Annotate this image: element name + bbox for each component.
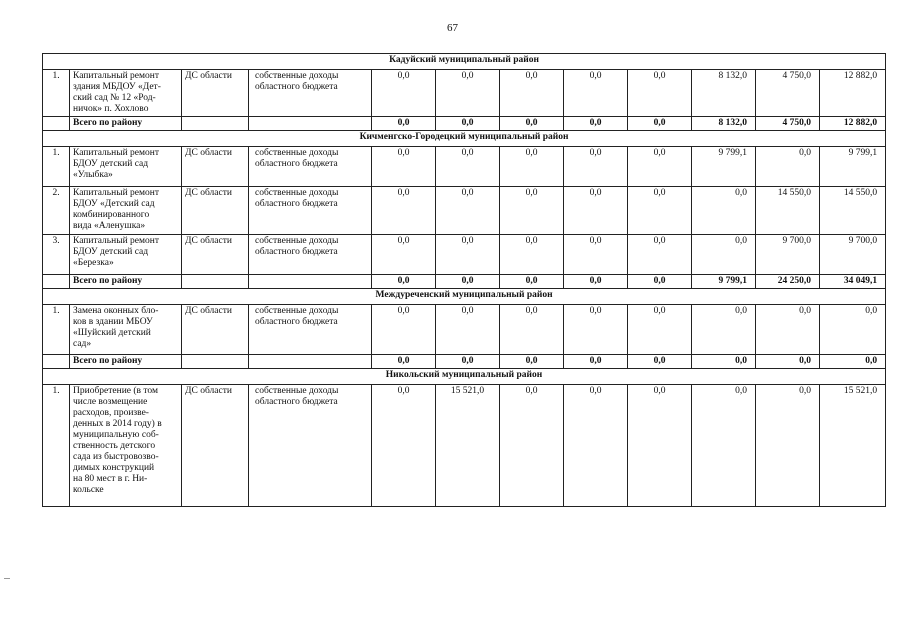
total-value-cell: 12 882,0	[820, 117, 886, 131]
text-line: денных в 2014 году) в	[73, 419, 162, 429]
text-line: ков в здании МБОУ	[73, 317, 153, 327]
object-name-cell	[70, 305, 182, 355]
text-line: сад»	[73, 339, 92, 349]
value-cell: 0,0	[628, 70, 692, 117]
value-cell: 0,0	[372, 147, 436, 187]
text-line: ский сад № 12 «Род-	[73, 93, 156, 103]
total-value-cell: 0,0	[500, 275, 564, 289]
row-number-cell: 1.	[43, 147, 70, 187]
row-number-cell: 3.	[43, 235, 70, 275]
value-cell: 15 521,0	[820, 385, 886, 507]
total-value-cell: 0,0	[820, 355, 886, 369]
empty-cell	[249, 355, 372, 369]
value-cell: 0,0	[628, 235, 692, 275]
empty-cell	[249, 117, 372, 131]
text-line: областного бюджета	[255, 82, 338, 92]
text-line: на 80 мест в г. Ни-	[73, 474, 148, 484]
funding-cell	[249, 235, 372, 275]
funding-cell	[249, 187, 372, 235]
text-line: собственные доходы	[255, 71, 339, 81]
total-value-cell: 0,0	[628, 117, 692, 131]
value-cell: 0,0	[500, 147, 564, 187]
table-row	[43, 305, 886, 355]
text-line: расходов, произве-	[73, 408, 149, 418]
source-cell: ДС области	[182, 70, 249, 117]
empty-cell	[43, 275, 70, 289]
table-row	[43, 70, 886, 117]
total-value-cell: 0,0	[436, 275, 500, 289]
value-cell: 0,0	[820, 305, 886, 355]
value-cell: 12 882,0	[820, 70, 886, 117]
value-cell: 9 799,1	[820, 147, 886, 187]
section-title: Кадуйский муниципальный район	[43, 54, 886, 70]
table-row	[43, 147, 886, 187]
empty-cell	[249, 275, 372, 289]
source-cell: ДС области	[182, 305, 249, 355]
value-cell: 15 521,0	[436, 385, 500, 507]
value-cell: 0,0	[500, 305, 564, 355]
value-cell: 0,0	[628, 385, 692, 507]
total-value-cell: 0,0	[372, 275, 436, 289]
value-cell: 0,0	[692, 235, 756, 275]
total-value-cell: 34 049,1	[820, 275, 886, 289]
value-cell: 0,0	[436, 70, 500, 117]
value-cell: 0,0	[628, 187, 692, 235]
text-line: Капитальный ремонт	[73, 71, 160, 81]
value-cell: 14 550,0	[756, 187, 820, 235]
source-cell: ДС области	[182, 187, 249, 235]
empty-cell	[43, 355, 70, 369]
value-cell: 9 799,1	[692, 147, 756, 187]
row-number-cell: 1.	[43, 70, 70, 117]
text-line: кольске	[73, 485, 104, 495]
section-header-row	[43, 369, 886, 385]
text-line: собственные доходы	[255, 386, 339, 396]
total-value-cell: 0,0	[756, 355, 820, 369]
total-value-cell: 24 250,0	[756, 275, 820, 289]
section-header-row	[43, 54, 886, 70]
value-cell: 0,0	[436, 187, 500, 235]
text-line: Капитальный ремонт	[73, 236, 160, 246]
scan-mark	[4, 578, 10, 579]
value-cell: 0,0	[500, 187, 564, 235]
table-row	[43, 235, 886, 275]
value-cell: 0,0	[372, 235, 436, 275]
value-cell: 0,0	[500, 70, 564, 117]
text-line: «Улыбка»	[73, 170, 113, 180]
value-cell: 0,0	[628, 147, 692, 187]
value-cell: 0,0	[628, 305, 692, 355]
empty-cell	[182, 117, 249, 131]
value-cell: 0,0	[756, 385, 820, 507]
value-cell: 9 700,0	[756, 235, 820, 275]
value-cell: 0,0	[692, 305, 756, 355]
value-cell: 0,0	[500, 385, 564, 507]
total-row	[43, 117, 886, 131]
total-label: Всего по району	[70, 117, 182, 131]
value-cell: 0,0	[692, 187, 756, 235]
total-value-cell: 0,0	[564, 117, 628, 131]
text-line: здания МБДОУ «Дет-	[73, 82, 161, 92]
row-number-cell: 2.	[43, 187, 70, 235]
table-row	[43, 385, 886, 507]
total-value-cell: 4 750,0	[756, 117, 820, 131]
value-cell: 0,0	[564, 385, 628, 507]
text-line: областного бюджета	[255, 159, 338, 169]
value-cell: 0,0	[756, 147, 820, 187]
value-cell: 0,0	[372, 187, 436, 235]
value-cell: 0,0	[564, 235, 628, 275]
value-cell: 0,0	[372, 70, 436, 117]
total-value-cell: 8 132,0	[692, 117, 756, 131]
funding-cell	[249, 305, 372, 355]
value-cell: 4 750,0	[756, 70, 820, 117]
total-value-cell: 0,0	[564, 275, 628, 289]
empty-cell	[182, 275, 249, 289]
text-line: собственные доходы	[255, 236, 339, 246]
total-value-cell: 0,0	[436, 355, 500, 369]
funding-cell	[249, 385, 372, 507]
text-line: числе возмещение	[73, 397, 148, 407]
text-line: собственные доходы	[255, 306, 339, 316]
value-cell: 0,0	[564, 187, 628, 235]
funding-cell	[249, 70, 372, 117]
value-cell: 0,0	[564, 147, 628, 187]
value-cell: 14 550,0	[820, 187, 886, 235]
total-row	[43, 275, 886, 289]
total-label: Всего по району	[70, 355, 182, 369]
value-cell: 0,0	[436, 147, 500, 187]
value-cell: 0,0	[372, 385, 436, 507]
object-name-cell	[70, 385, 182, 507]
row-number-cell: 1.	[43, 385, 70, 507]
text-line: областного бюджета	[255, 317, 338, 327]
source-cell: ДС области	[182, 385, 249, 507]
value-cell: 0,0	[564, 70, 628, 117]
text-line: Капитальный ремонт	[73, 188, 160, 198]
total-row	[43, 355, 886, 369]
source-cell: ДС области	[182, 235, 249, 275]
total-value-cell: 0,0	[372, 355, 436, 369]
funding-cell	[249, 147, 372, 187]
value-cell: 0,0	[564, 305, 628, 355]
text-line: областного бюджета	[255, 397, 338, 407]
text-line: областного бюджета	[255, 199, 338, 209]
total-value-cell: 0,0	[436, 117, 500, 131]
section-title: Междуреченский муниципальный район	[43, 289, 886, 305]
text-line: Капитальный ремонт	[73, 148, 160, 158]
text-line: собственные доходы	[255, 148, 339, 158]
text-line: Приобретение (в том	[73, 386, 159, 396]
row-number-cell: 1.	[43, 305, 70, 355]
value-cell: 0,0	[436, 235, 500, 275]
table-body	[43, 54, 886, 507]
total-label: Всего по району	[70, 275, 182, 289]
total-value-cell: 0,0	[372, 117, 436, 131]
text-line: «Березка»	[73, 258, 114, 268]
total-value-cell: 0,0	[500, 355, 564, 369]
value-cell: 0,0	[756, 305, 820, 355]
text-line: «Шуйский детский	[73, 328, 151, 338]
text-line: димых конструкций	[73, 463, 155, 473]
total-value-cell: 0,0	[692, 355, 756, 369]
text-line: БДОУ детский сад	[73, 159, 149, 169]
total-value-cell: 0,0	[500, 117, 564, 131]
total-value-cell: 0,0	[564, 355, 628, 369]
value-cell: 0,0	[372, 305, 436, 355]
text-line: муниципальную соб-	[73, 430, 159, 440]
total-value-cell: 0,0	[628, 275, 692, 289]
value-cell: 9 700,0	[820, 235, 886, 275]
empty-cell	[182, 355, 249, 369]
text-line: ственность детского	[73, 441, 156, 451]
text-line: БДОУ «Детский сад	[73, 199, 155, 209]
text-line: вида «Аленушка»	[73, 221, 146, 231]
object-name-cell	[70, 70, 182, 117]
text-line: сада из быстровозво-	[73, 452, 159, 462]
object-name-cell	[70, 235, 182, 275]
text-line: БДОУ детский сад	[73, 247, 149, 257]
text-line: комбинированного	[73, 210, 150, 220]
value-cell: 8 132,0	[692, 70, 756, 117]
object-name-cell	[70, 187, 182, 235]
object-name-cell	[70, 147, 182, 187]
text-line: ничок» п. Хохлово	[73, 104, 149, 114]
total-value-cell: 0,0	[628, 355, 692, 369]
section-title: Никольский муниципальный район	[43, 369, 886, 385]
value-cell: 0,0	[436, 305, 500, 355]
source-cell: ДС области	[182, 147, 249, 187]
value-cell: 0,0	[500, 235, 564, 275]
empty-cell	[43, 117, 70, 131]
text-line: Замена оконных бло-	[73, 306, 159, 316]
text-line: областного бюджета	[255, 247, 338, 257]
value-cell: 0,0	[692, 385, 756, 507]
section-header-row	[43, 289, 886, 305]
section-title: Кичменгско-Городецкий муниципальный район	[43, 131, 886, 147]
table-row	[43, 187, 886, 235]
budget-table	[42, 53, 886, 507]
total-value-cell: 9 799,1	[692, 275, 756, 289]
page-number: 67	[447, 22, 458, 34]
section-header-row	[43, 131, 886, 147]
text-line: собственные доходы	[255, 188, 339, 198]
